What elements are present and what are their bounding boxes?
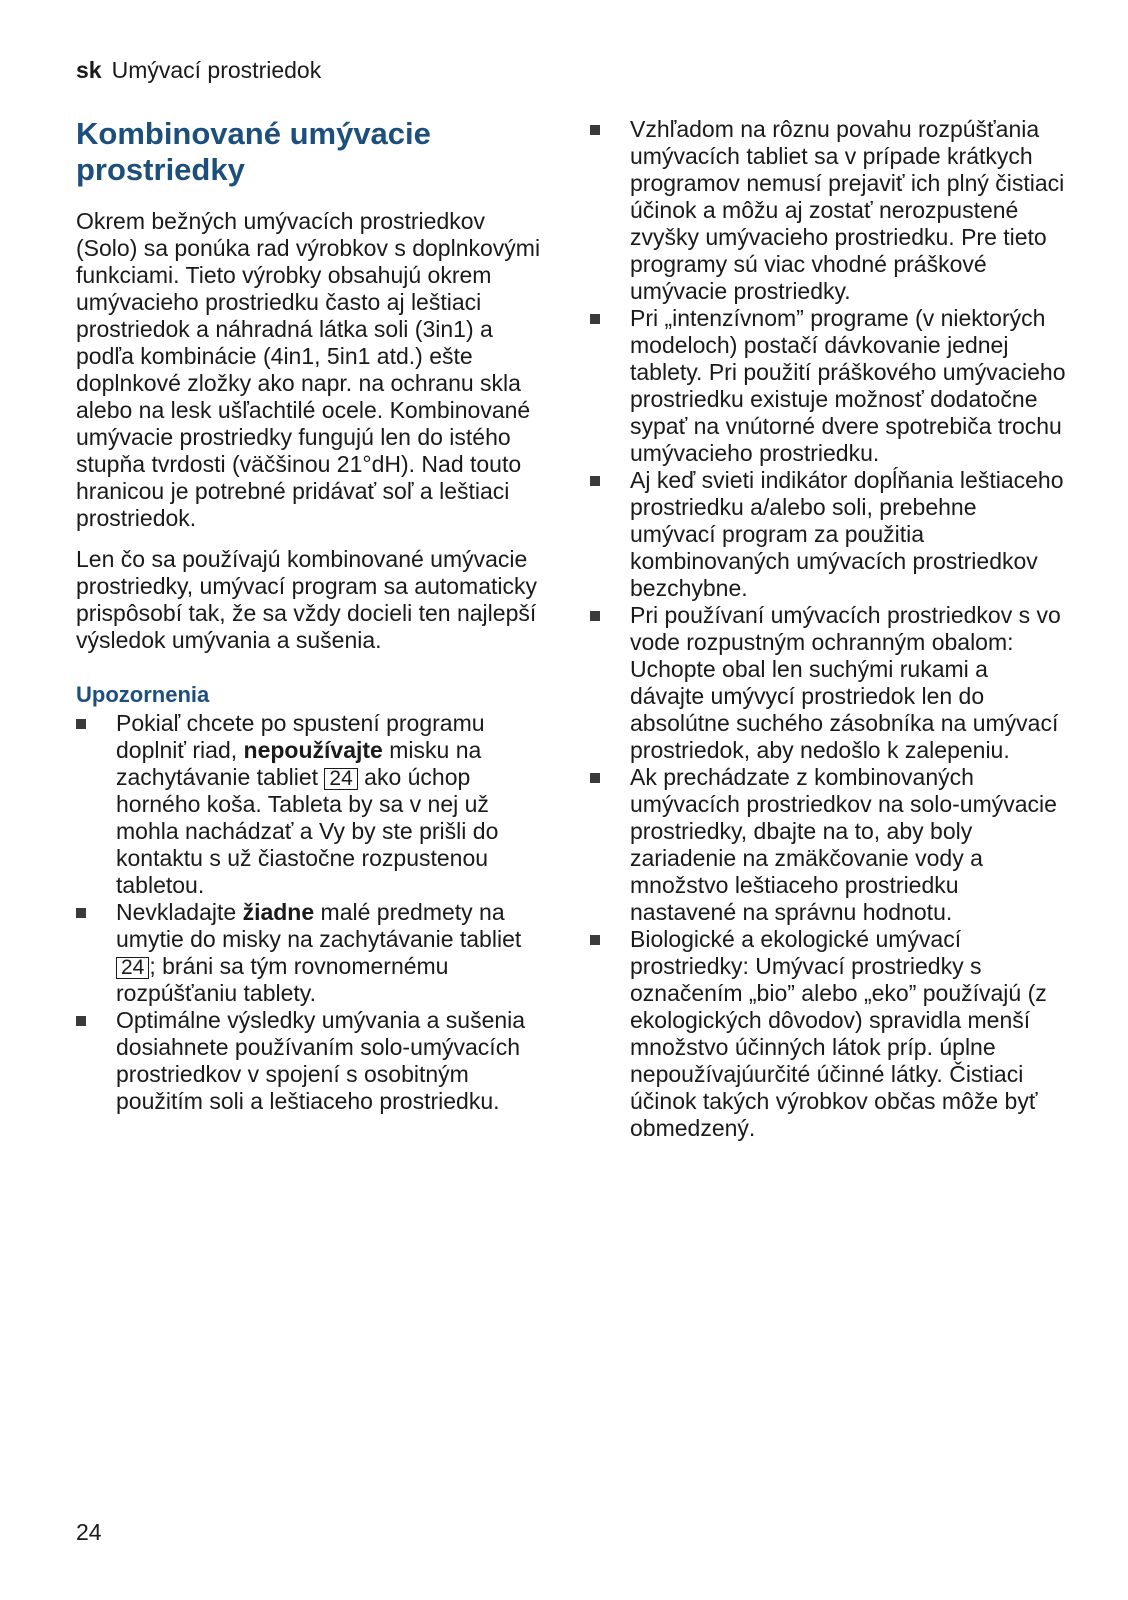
emphasis: nepoužívajte — [243, 737, 383, 763]
bullet-square-icon — [590, 611, 600, 621]
right-column — [590, 116, 1068, 1142]
section-name: Umývací prostriedok — [111, 57, 322, 83]
notes-heading: Upozornenia — [76, 682, 210, 707]
page-number: 24 — [76, 1519, 102, 1545]
bullet-square-icon — [590, 314, 600, 324]
bullet-square-icon — [590, 476, 600, 486]
tip-item: Ak prechádzate z kombinovaných umývacích prostriedkov na solo-umývacie prostriedky, dbajte na to, aby boly zariadenie na zmäkčovanie vody a množstvo leštiaceho prostriedku nastavené na správnu hodnotu. — [590, 764, 1068, 926]
tip-item: Aj keď svieti indikátor dopĺňania leštiaceho prostriedku a/alebo soli, prebehne umývací program za použitia kombinovaných umývacích prostriedkov bezchybne. — [590, 467, 1068, 602]
bullet-square-icon — [590, 125, 600, 135]
bullet-square-icon — [76, 719, 86, 729]
intro-paragraph: Okrem bežných umývacích prostriedkov (Solo) sa ponúka rad výrobkov s doplnkovými funkciami. Tieto výrobky obsahujú okrem umývacieho prostriedku často aj leštiaci prostriedok a náhradná látka soli (3in1) a podľa kombinácie (4in1, 5in1 atd.) ešte doplnkové zložky ako napr. na ochranu skla alebo na lesk ušľachtilé ocele. Kombinované umývacie prostriedky fungujú len do istého stupňa tvrdosti (väčšinou 21°dH). Nad touto hranicou je potrebné pridávať soľ a leštiaci prostriedok. — [76, 208, 541, 531]
language-code: sk — [76, 57, 102, 83]
left-column — [76, 116, 546, 1115]
bullet-square-icon — [590, 935, 600, 945]
figure-reference-box: 24 — [116, 957, 149, 979]
page-header — [76, 56, 321, 84]
note-item: Nevkladajte žiadne malé predmety na umytie do misky na zachytávanie tabliet 24 ; bráni sa tým rovnomernému rozpúšťaniu tablety. — [76, 899, 546, 1007]
note-item: Pokiaľ chcete po spustení programu doplniť riad, nepoužívajte misku na zachytávanie tabliet 24 ako úchop horného koša. Tableta by sa v nej už mohla nachádzať a Vy by ste prišli do kontaktu s už čiastočne rozpustenou tabletou. — [76, 710, 546, 899]
tips-list — [590, 116, 1068, 1142]
bullet-square-icon — [76, 908, 86, 918]
tip-item: Biologické a ekologické umývací prostriedky: Umývací prostriedky s označením „bio” alebo „eko” používajú (z ekologických dôvodov) spravidla menší množstvo účinných látok príp. úplne nepoužívajúurčité účinné látky. Čistiaci účinok takých výrobkov občas môže byť obmedzený. — [590, 926, 1068, 1142]
bullet-square-icon — [76, 1016, 86, 1026]
emphasis: žiadne — [242, 899, 315, 925]
notes-list — [76, 710, 546, 1115]
figure-reference-box: 24 — [324, 768, 357, 790]
bullet-square-icon — [590, 773, 600, 783]
tip-item: Pri „intenzívnom” programe (v niektorých modeloch) postačí dávkovanie jednej tablety. Pri použití práškového umývacieho prostriedku existuje možnosť dodatočne sypať na vnútorné dvere spotrebiča trochu umývacieho prostriedku. — [590, 305, 1068, 467]
note-item: Optimálne výsledky umývania a sušenia dosiahnete používaním solo-umývacích prostriedkov v spojení s osobitným použitím soli a leštiaceho prostriedku. — [76, 1007, 546, 1115]
tip-item: Pri používaní umývacích prostriedkov s vo vode rozpustným ochranným obalom: Uchopte obal len suchými rukami a dávajte umývycí prostriedok len do absolútne suchého zásobníka na umývací prostriedok, aby nedošlo k zalepeniu. — [590, 602, 1068, 764]
auto-adjust-paragraph: Len čo sa používajú kombinované umývacie prostriedky, umývací program sa automaticky prispôsobí tak, že sa vždy docieli ten najlepší výsledok umývania a sušenia. — [76, 546, 538, 653]
tip-item: Vzhľadom na rôznu povahu rozpúšťania umývacích tabliet sa v prípade krátkych programov nemusí prejaviť ich plný čistiaci účinok a môžu aj zostať nerozpustené zvyšky umývacieho prostriedku. Pre tieto programy sú viac vhodné práškové umývacie prostriedky. — [590, 116, 1068, 305]
section-title: Kombinované umývacie prostriedky — [76, 116, 431, 187]
